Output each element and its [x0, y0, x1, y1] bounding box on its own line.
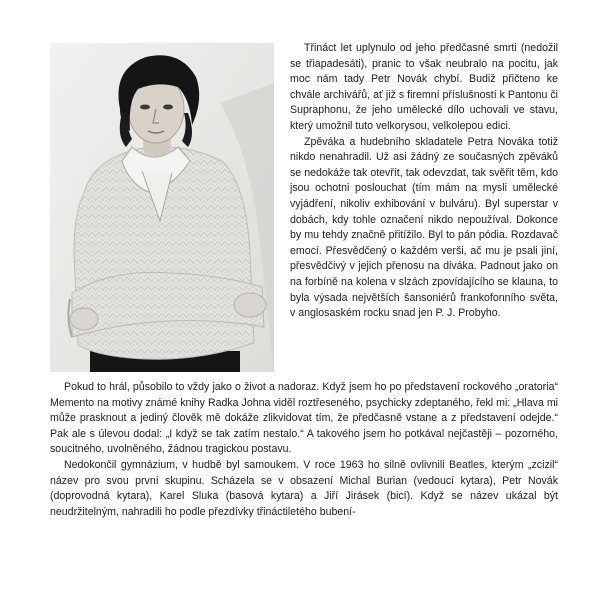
paragraph-beatles: Nedokončil gymnázium, v hudbě byl samoukem. V roce 1963 ho silně ovlivnili Beatles, kterým „zcizil“ název pro svou první skupinu. Scházela se v obsazení Michal Burian (vedoucí kytara), Petr Novák (doprovodná kytara), Karel Sluka (basová kytara) a Jiří Jirásek (bicí). Když se název ukázal být neudržitelným, nahradili ho podle přezdívky třináctiletého bubení-	[50, 458, 558, 518]
paragraph-memento: Pokud to hrál, působilo to vždy jako o život a nadoraz. Když jsem ho po představení rockového „oratoria“ Memento na motivy známé knihy Radka Johna viděl roztřeseného, psychicky zdeptaného, řekl mi: „Hlava mi může prasknout a jediný člověk mě dokáže zlikvidovat tím, že předčasně vstane a z představení odejde.“ Pak ale s úlevou dodal: „I když se tak zatím nestalo.“ A takového jsem ho potkával nejčastěji – pozorného, soucitného, uvolněného, žádnou tragickou postavu.	[50, 381, 558, 456]
paragraph-intro: Třináct let uplynulo od jeho předčasné smrti (nedožil se třiapadesáti), pranic to však neubralo na pocitu, jak moc nám tady Petr Novák chybí. Budiž přičteno ke chvále archivářů, ať již s firemní příslušností k Pantonu či Supraphonu, že jeho umělecké dílo uchovali ve stavu, který umožnil tuto velkorysou, velkolepou edici.	[290, 42, 558, 132]
portrait-photo	[50, 43, 274, 372]
full-width-text	[50, 380, 558, 520]
paragraph-singer: Zpěváka a hudebního skladatele Petra Nováka totiž nikdo nenahradil. Už asi žádný ze současných zpěváků se nedokáže tak otevřít, tak odevzdat, tak svěřit těm, kdo jsou ochotni poslouchat (tím mám na mysli umělecké vyjádření, nikoliv exhibování v bulváru). Byl superstar v dobách, kdy tohle označení nikdo nepoužíval. Dokonce by mu tehdy značně přitížilo. Byl to pán pódia. Rozdavač emocí. Přesvědčený o každém verši, ač mu je psali jiní, přesvědčivý v jejich přenosu na diváka. Padnout jako on na forbíně na kolena v slzách zpovídajícího se klauna, to byla výsada největších šansoniérů frankofonního světa, v anglosaském rocku snad jen P. J. Probyho.	[290, 135, 558, 320]
intro-column	[290, 41, 558, 322]
portrait-photo-image	[50, 43, 274, 372]
